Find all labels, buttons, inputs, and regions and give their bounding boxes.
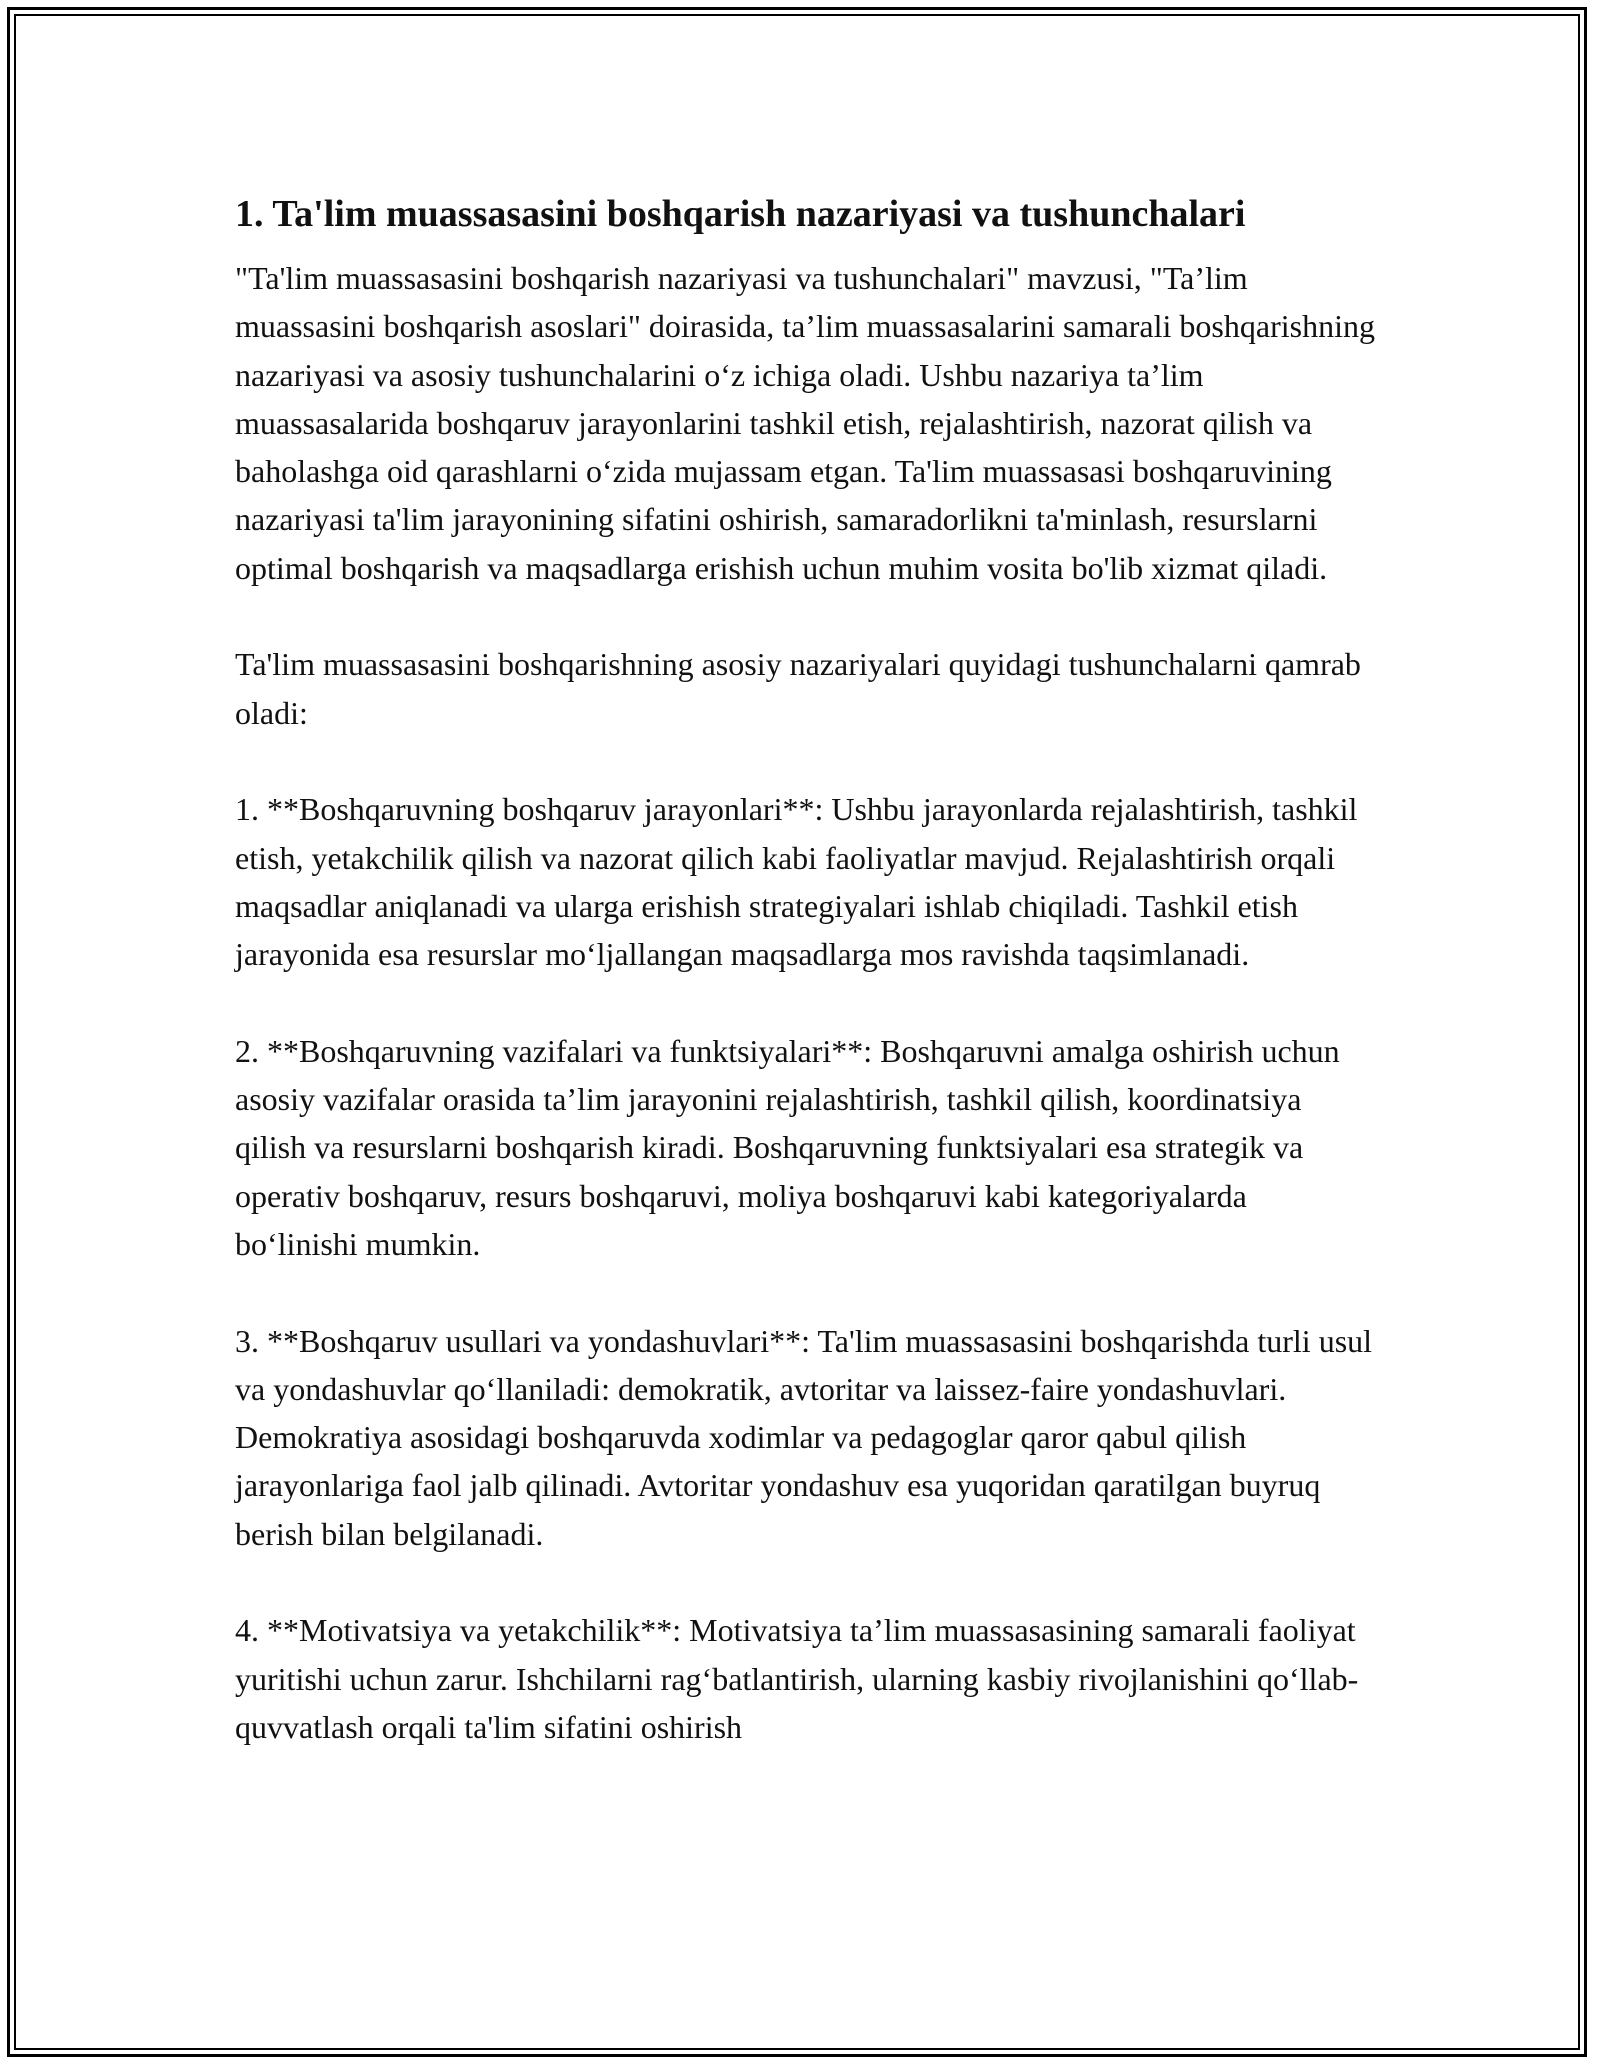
list-item-4-paragraph: 4. **Motivatsiya va yetakchilik**: Motivatsiya ta’lim muassasasining samarali faoliyat yuritishi uchun zarur. Ishchilarni rag‘batlantirish, ularning kasbiy rivojlanishini qo‘llab-quvvatlash orqali ta'lim sifatini oshirish xyxy=(235,1612,1359,1745)
list-item-3-paragraph: 3. **Boshqaruv usullari va yondashuvlari**: Ta'lim muassasasini boshqarishda turli usul va yondashuvlar qo‘llaniladi: demokratik, avtoritar va laissez-faire yondashuvlari. Demokratiya asosidagi boshqaruvda xodimlar va pedagoglar qaror qabul qilish jarayonlariga faol jalb qilinadi. Avtoritar yondashuv esa yuqoridan qaratilgan buyruq berish bilan belgilanadi. xyxy=(235,1322,1373,1552)
document-body xyxy=(235,186,1375,1800)
theories-lead-paragraph: Ta'lim muassasasini boshqarishning asosiy nazariyalari quyidagi tushunchalarni qamrab oladi: xyxy=(235,646,1361,731)
section-heading: 1. Ta'lim muassasasini boshqarish nazariyasi va tushunchalari xyxy=(235,193,1246,235)
list-item-1-paragraph: 1. **Boshqaruvning boshqaruv jarayonlari**: Ushbu jarayonlarda rejalashtirish, tashkil etish, yetakchilik qilish va nazorat qilich kabi faoliyatlar mavjud. Rejalashtirish orqali maqsadlar aniqlanadi va ularga erishish strategiyalari ishlab chiqiladi. Tashkil etish jarayonida esa resurslar mo‘ljallangan maqsadlarga mos ravishda taqsimlanadi. xyxy=(235,791,1358,973)
intro-paragraph: "Ta'lim muassasasini boshqarish nazariyasi va tushunchalari" mavzusi, "Ta’lim muassasini boshqarish asoslari" doirasida, ta’lim muassasalarini samarali boshqarishning nazariyasi va asosiy tushunchalarini o‘z ichiga oladi. Ushbu nazariya ta’lim muassasalarida boshqaruv jarayonlarini tashkil etish, rejalashtirish, nazorat qilish va baholashga oid qarashlarni o‘zida mujassam etgan. Ta'lim muassasasi boshqaruvining nazariyasi ta'lim jarayonining sifatini oshirish, samaradorlikni ta'minlash, resurslarni optimal boshqarish va maqsadlarga erishish uchun muhim vosita bo'lib xizmat qiladi. xyxy=(235,260,1375,586)
list-item-2-paragraph: 2. **Boshqaruvning vazifalari va funktsiyalari**: Boshqaruvni amalga oshirish uchun asosiy vazifalar orasida ta’lim jarayonini rejalashtirish, tashkil qilish, koordinatsiya qilish va resurslarni boshqarish kiradi. Boshqaruvning funktsiyalari esa strategik va operativ boshqaruv, resurs boshqaruvi, moliya boshqaruvi kabi kategoriyalarda bo‘linishi mumkin. xyxy=(235,1032,1340,1262)
